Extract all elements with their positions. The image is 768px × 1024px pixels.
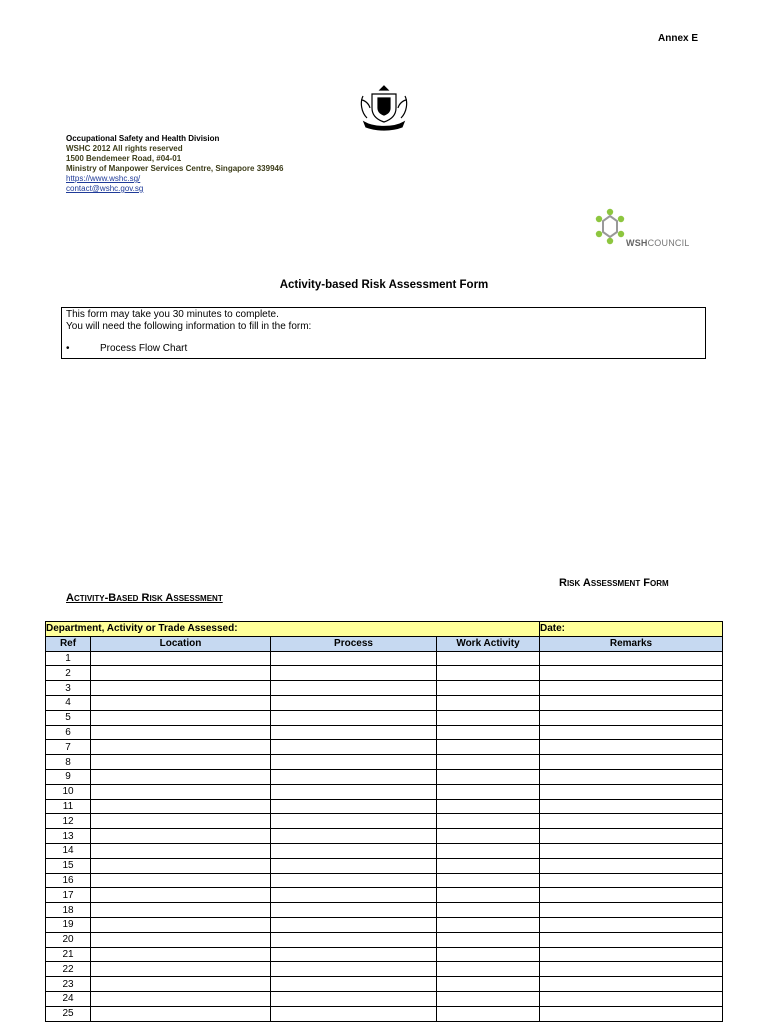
col-ref: Ref: [46, 636, 91, 651]
info-bullet: [66, 343, 705, 355]
work-activity-cell[interactable]: [437, 740, 540, 755]
remarks-cell[interactable]: [540, 666, 723, 681]
process-cell[interactable]: [271, 695, 437, 710]
location-cell[interactable]: [91, 947, 271, 962]
table-row: [46, 962, 723, 977]
process-cell[interactable]: [271, 681, 437, 696]
row-ref: 15: [46, 858, 91, 873]
process-cell[interactable]: [271, 873, 437, 888]
remarks-cell[interactable]: [540, 888, 723, 903]
remarks-cell[interactable]: [540, 829, 723, 844]
table-row: [46, 858, 723, 873]
location-cell[interactable]: [91, 695, 271, 710]
info-line-1: This form may take you 30 minutes to complete.: [66, 309, 279, 320]
process-cell[interactable]: [271, 769, 437, 784]
remarks-cell[interactable]: [540, 843, 723, 858]
table-row: [46, 710, 723, 725]
table-row: [46, 903, 723, 918]
remarks-cell[interactable]: [540, 947, 723, 962]
info-line-2: You will need the following information to fill in the form:: [66, 321, 312, 332]
work-activity-cell[interactable]: [437, 651, 540, 666]
location-cell[interactable]: [91, 666, 271, 681]
page-title: Activity-based Risk Assessment Form: [279, 279, 489, 291]
table-row: [46, 917, 723, 932]
work-activity-cell[interactable]: [437, 843, 540, 858]
remarks-cell[interactable]: [540, 903, 723, 918]
work-activity-cell[interactable]: [437, 873, 540, 888]
remarks-cell[interactable]: [540, 917, 723, 932]
location-cell[interactable]: [91, 769, 271, 784]
table-row: [46, 932, 723, 947]
work-activity-cell[interactable]: [437, 725, 540, 740]
col-work-activity: Work Activity: [437, 636, 540, 651]
process-cell[interactable]: [271, 991, 437, 1006]
work-activity-cell[interactable]: [437, 666, 540, 681]
remarks-cell[interactable]: [540, 977, 723, 992]
work-activity-cell[interactable]: [437, 977, 540, 992]
process-cell[interactable]: [271, 917, 437, 932]
row-ref: 3: [46, 681, 91, 696]
table-body: [46, 651, 723, 1021]
row-ref: 19: [46, 917, 91, 932]
col-process: Process: [271, 636, 437, 651]
remarks-cell[interactable]: [540, 1006, 723, 1021]
location-cell[interactable]: [91, 888, 271, 903]
process-cell[interactable]: [271, 903, 437, 918]
location-cell[interactable]: [91, 799, 271, 814]
location-cell[interactable]: [91, 1006, 271, 1021]
table-row: [46, 784, 723, 799]
row-ref: 11: [46, 799, 91, 814]
work-activity-cell[interactable]: [437, 799, 540, 814]
table-row: [46, 888, 723, 903]
row-ref: 17: [46, 888, 91, 903]
location-cell[interactable]: [91, 977, 271, 992]
row-ref: 21: [46, 947, 91, 962]
remarks-cell[interactable]: [540, 784, 723, 799]
work-activity-cell[interactable]: [437, 784, 540, 799]
remarks-cell[interactable]: [540, 858, 723, 873]
location-cell[interactable]: [91, 843, 271, 858]
website-link[interactable]: https://www.wshc.sg/: [66, 174, 141, 183]
table-row: [46, 740, 723, 755]
remarks-cell[interactable]: [540, 651, 723, 666]
process-cell[interactable]: [271, 1006, 437, 1021]
work-activity-cell[interactable]: [437, 1006, 540, 1021]
location-cell[interactable]: [91, 681, 271, 696]
row-ref: 9: [46, 769, 91, 784]
row-ref: 10: [46, 784, 91, 799]
info-box: [61, 307, 706, 359]
work-activity-cell[interactable]: [437, 962, 540, 977]
remarks-cell[interactable]: [540, 814, 723, 829]
remarks-cell[interactable]: [540, 695, 723, 710]
table-row: [46, 1006, 723, 1021]
process-cell[interactable]: [271, 932, 437, 947]
table-row: [46, 695, 723, 710]
row-ref: 24: [46, 991, 91, 1006]
row-ref: 7: [46, 740, 91, 755]
table-row: [46, 947, 723, 962]
row-ref: 1: [46, 651, 91, 666]
row-ref: 5: [46, 710, 91, 725]
table-row: [46, 666, 723, 681]
remarks-cell[interactable]: [540, 681, 723, 696]
location-cell[interactable]: [91, 740, 271, 755]
remarks-cell[interactable]: [540, 932, 723, 947]
process-cell[interactable]: [271, 843, 437, 858]
process-cell[interactable]: [271, 858, 437, 873]
process-cell[interactable]: [271, 829, 437, 844]
row-ref: 4: [46, 695, 91, 710]
row-ref: 13: [46, 829, 91, 844]
work-activity-cell[interactable]: [437, 769, 540, 784]
process-cell[interactable]: [271, 799, 437, 814]
table-row: [46, 799, 723, 814]
process-cell[interactable]: [271, 977, 437, 992]
logo-wordmark: WSHCOUNCIL: [626, 238, 690, 248]
work-activity-cell[interactable]: [437, 991, 540, 1006]
table-row: [46, 814, 723, 829]
col-location: Location: [91, 636, 271, 651]
remarks-cell[interactable]: [540, 873, 723, 888]
work-activity-cell[interactable]: [437, 917, 540, 932]
process-cell[interactable]: [271, 888, 437, 903]
location-cell[interactable]: [91, 917, 271, 932]
bullet-icon: •: [66, 343, 70, 354]
row-ref: 18: [46, 903, 91, 918]
table-row: [46, 725, 723, 740]
work-activity-cell[interactable]: [437, 829, 540, 844]
remarks-cell[interactable]: [540, 769, 723, 784]
annex-label: Annex E: [658, 33, 699, 44]
work-activity-cell[interactable]: [437, 681, 540, 696]
remarks-cell[interactable]: [540, 725, 723, 740]
location-cell[interactable]: [91, 858, 271, 873]
process-cell[interactable]: [271, 947, 437, 962]
row-ref: 20: [46, 932, 91, 947]
table-row: [46, 873, 723, 888]
process-cell[interactable]: [271, 814, 437, 829]
location-cell[interactable]: [91, 873, 271, 888]
process-cell[interactable]: [271, 710, 437, 725]
row-ref: 16: [46, 873, 91, 888]
row-ref: 22: [46, 962, 91, 977]
org-name: Occupational Safety and Health Division: [66, 134, 220, 143]
row-ref: 12: [46, 814, 91, 829]
column-header-row: [46, 636, 723, 651]
process-cell[interactable]: [271, 784, 437, 799]
row-ref: 8: [46, 755, 91, 770]
process-cell[interactable]: [271, 725, 437, 740]
email-link[interactable]: contact@wshc.gov.sg: [66, 184, 144, 193]
location-cell[interactable]: [91, 829, 271, 844]
risk-assessment-table: [45, 621, 723, 1022]
row-ref: 2: [46, 666, 91, 681]
work-activity-cell[interactable]: [437, 858, 540, 873]
process-cell[interactable]: [271, 962, 437, 977]
activity-based-heading: Activity-Based Risk Assessment: [66, 592, 223, 604]
remarks-cell[interactable]: [540, 799, 723, 814]
assessment-info-row: [46, 622, 723, 637]
work-activity-cell[interactable]: [437, 888, 540, 903]
process-cell[interactable]: [271, 740, 437, 755]
row-ref: 23: [46, 977, 91, 992]
location-cell[interactable]: [91, 755, 271, 770]
organisation-block: [66, 134, 283, 194]
remarks-cell[interactable]: [540, 755, 723, 770]
work-activity-cell[interactable]: [437, 695, 540, 710]
work-activity-cell[interactable]: [437, 755, 540, 770]
process-cell[interactable]: [271, 651, 437, 666]
process-cell[interactable]: [271, 666, 437, 681]
remarks-cell[interactable]: [540, 962, 723, 977]
table-row: [46, 755, 723, 770]
work-activity-cell[interactable]: [437, 814, 540, 829]
location-cell[interactable]: [91, 991, 271, 1006]
process-cell[interactable]: [271, 755, 437, 770]
work-activity-cell[interactable]: [437, 947, 540, 962]
location-cell[interactable]: [91, 932, 271, 947]
table-row: [46, 829, 723, 844]
table-row: [46, 651, 723, 666]
coat-of-arms-icon: [357, 82, 411, 132]
location-cell[interactable]: [91, 710, 271, 725]
row-ref: 14: [46, 843, 91, 858]
location-cell[interactable]: [91, 651, 271, 666]
table-row: [46, 843, 723, 858]
location-cell[interactable]: [91, 814, 271, 829]
remarks-cell[interactable]: [540, 710, 723, 725]
row-ref: 6: [46, 725, 91, 740]
risk-assessment-form-heading: Risk Assessment Form: [559, 577, 669, 589]
location-cell[interactable]: [91, 903, 271, 918]
table-row: [46, 769, 723, 784]
location-cell[interactable]: [91, 725, 271, 740]
table-row: [46, 681, 723, 696]
row-ref: 25: [46, 1006, 91, 1021]
remarks-cell[interactable]: [540, 740, 723, 755]
department-field[interactable]: Department, Activity or Trade Assessed:: [46, 622, 540, 637]
table-row: [46, 991, 723, 1006]
table-row: [46, 977, 723, 992]
date-field[interactable]: Date:: [540, 622, 723, 637]
remarks-cell[interactable]: [540, 991, 723, 1006]
work-activity-cell[interactable]: [437, 710, 540, 725]
location-cell[interactable]: [91, 784, 271, 799]
org-rights: WSHC 2012 All rights reserved: [66, 144, 183, 153]
col-remarks: Remarks: [540, 636, 723, 651]
work-activity-cell[interactable]: [437, 932, 540, 947]
org-address-1: 1500 Bendemeer Road, #04-01: [66, 154, 182, 163]
location-cell[interactable]: [91, 962, 271, 977]
bullet-text: Process Flow Chart: [100, 343, 188, 354]
work-activity-cell[interactable]: [437, 903, 540, 918]
org-address-2: Ministry of Manpower Services Centre, Singapore 339946: [66, 164, 284, 173]
